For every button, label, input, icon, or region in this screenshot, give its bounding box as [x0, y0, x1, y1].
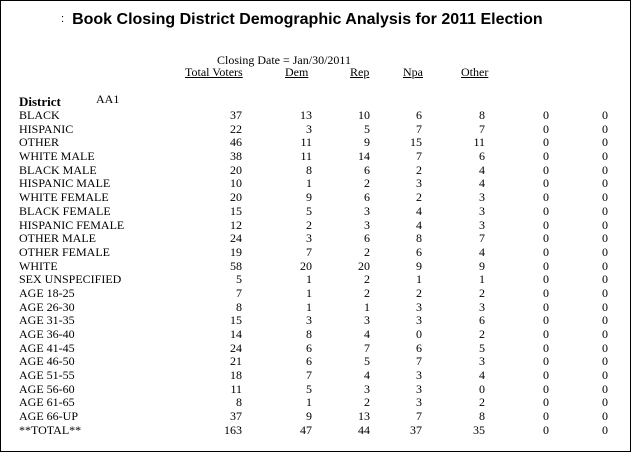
row-label: OTHER FEMALE [19, 244, 110, 259]
cell-dem: 2 [306, 217, 312, 232]
row-label: WHITE FEMALE [19, 190, 109, 205]
table-row [1, 219, 630, 233]
table-row [1, 123, 630, 137]
table-row [1, 191, 630, 205]
cell-other: 11 [473, 135, 485, 150]
cell-total-voters: 18 [230, 368, 242, 383]
cell-dem: 1 [306, 176, 312, 191]
report-title: Book Closing District Demographic Analysis for 2011 Election [72, 11, 543, 28]
cell-extra-2: 0 [602, 381, 608, 396]
table-row [1, 109, 630, 123]
table-row [1, 177, 630, 191]
cell-dem: 8 [306, 162, 312, 177]
cell-rep: 2 [364, 285, 370, 300]
cell-npa: 15 [410, 135, 422, 150]
cell-other: 8 [479, 409, 485, 424]
cell-total-voters: 24 [230, 340, 242, 355]
table-row [1, 260, 630, 274]
row-label: AGE 46-50 [19, 354, 75, 369]
cell-npa: 3 [416, 176, 422, 191]
cell-dem: 9 [306, 409, 312, 424]
cell-dem: 20 [300, 258, 312, 273]
cell-other: 6 [479, 313, 485, 328]
cell-extra-1: 0 [543, 381, 549, 396]
cell-extra-2: 0 [602, 162, 608, 177]
row-label: HISPANIC FEMALE [19, 217, 125, 232]
cell-other: 3 [479, 190, 485, 205]
cell-npa: 37 [410, 422, 422, 437]
cell-other: 6 [479, 149, 485, 164]
cell-rep: 7 [364, 340, 370, 355]
cell-npa: 4 [416, 217, 422, 232]
cell-total-voters: 22 [230, 121, 242, 136]
cell-extra-1: 0 [543, 327, 549, 341]
cell-total-voters: 38 [230, 149, 242, 164]
cell-extra-1: 0 [543, 422, 549, 437]
cell-npa: 2 [416, 162, 422, 177]
cell-rep: 6 [364, 162, 370, 177]
cell-other: 3 [479, 217, 485, 232]
cell-rep: 13 [358, 409, 370, 424]
cell-extra-2: 0 [602, 327, 608, 341]
cell-extra-1: 0 [543, 244, 549, 259]
row-label: OTHER [19, 135, 59, 150]
cell-npa: 2 [416, 190, 422, 205]
cell-extra-1: 0 [543, 258, 549, 273]
cell-npa: 6 [416, 244, 422, 259]
cell-total-voters: 46 [230, 135, 242, 150]
cell-other: 2 [479, 327, 485, 341]
cell-extra-2: 0 [602, 244, 608, 259]
cell-other: 0 [479, 381, 485, 396]
cell-npa: 7 [416, 149, 422, 164]
table-row [1, 301, 630, 315]
cell-dem: 47 [300, 422, 312, 437]
cell-other: 8 [479, 108, 485, 122]
cell-dem: 13 [300, 108, 312, 122]
cell-dem: 9 [306, 190, 312, 205]
cell-other: 7 [479, 121, 485, 136]
cell-dem: 11 [300, 135, 312, 150]
cell-extra-1: 0 [543, 203, 549, 218]
cell-extra-2: 0 [602, 422, 608, 437]
cell-extra-1: 0 [543, 313, 549, 328]
table-row [1, 355, 630, 369]
cell-other: 35 [473, 422, 485, 437]
table-row [1, 287, 630, 301]
table-row [1, 136, 630, 150]
cell-extra-2: 0 [602, 176, 608, 191]
cell-extra-2: 0 [602, 190, 608, 205]
cell-extra-2: 0 [602, 108, 608, 122]
cell-other: 4 [479, 162, 485, 177]
row-label: AGE 26-30 [19, 299, 75, 314]
cell-npa: 3 [416, 381, 422, 396]
cell-total-voters: 58 [230, 258, 242, 273]
cell-total-voters: 19 [230, 244, 242, 259]
cell-other: 2 [479, 285, 485, 300]
cell-npa: 6 [416, 340, 422, 355]
cell-rep: 2 [364, 395, 370, 410]
cell-dem: 3 [306, 313, 312, 328]
cell-total-voters: 15 [230, 313, 242, 328]
cell-extra-1: 0 [543, 108, 549, 122]
cell-other: 3 [479, 299, 485, 314]
cell-dem: 7 [306, 368, 312, 383]
cell-extra-2: 0 [602, 409, 608, 424]
cell-npa: 7 [416, 121, 422, 136]
cell-extra-2: 0 [602, 217, 608, 232]
cell-other: 2 [479, 395, 485, 410]
header-rep: Rep [350, 65, 370, 79]
cell-dem: 3 [306, 231, 312, 246]
table-row [1, 328, 630, 342]
district-label: District [19, 94, 61, 109]
cell-dem: 7 [306, 244, 312, 259]
cell-dem: 5 [306, 203, 312, 218]
cell-extra-1: 0 [543, 299, 549, 314]
cell-other: 4 [479, 368, 485, 383]
row-label: HISPANIC MALE [19, 176, 111, 191]
cell-rep: 6 [364, 231, 370, 246]
cell-dem: 5 [306, 381, 312, 396]
table-row [1, 424, 630, 438]
cell-rep: 5 [364, 121, 370, 136]
cell-npa: 8 [416, 231, 422, 246]
cell-npa: 3 [416, 368, 422, 383]
cell-extra-1: 0 [543, 149, 549, 164]
cell-npa: 7 [416, 354, 422, 369]
cell-other: 1 [479, 272, 485, 287]
cell-total-voters: 8 [236, 395, 242, 410]
cell-extra-2: 0 [602, 149, 608, 164]
cell-extra-1: 0 [543, 176, 549, 191]
cell-total-voters: 20 [230, 190, 242, 205]
row-label: SEX UNSPECIFIED [19, 272, 122, 287]
cell-extra-2: 0 [602, 231, 608, 246]
cell-npa: 3 [416, 299, 422, 314]
cell-extra-2: 0 [602, 285, 608, 300]
cell-extra-2: 0 [602, 272, 608, 287]
cell-extra-2: 0 [602, 299, 608, 314]
cell-extra-1: 0 [543, 217, 549, 232]
row-label: **TOTAL** [19, 422, 82, 437]
cell-extra-2: 0 [602, 354, 608, 369]
cell-dem: 1 [306, 395, 312, 410]
cell-rep: 2 [364, 272, 370, 287]
row-label: AGE 56-60 [19, 381, 75, 396]
cell-rep: 4 [364, 327, 370, 341]
cell-extra-1: 0 [543, 135, 549, 150]
demographic-table [1, 109, 630, 438]
table-row [1, 273, 630, 287]
row-label: WHITE MALE [19, 149, 95, 164]
cell-extra-2: 0 [602, 203, 608, 218]
table-row [1, 342, 630, 356]
table-row [1, 383, 630, 397]
header-other: Other [461, 65, 489, 79]
cell-extra-1: 0 [543, 272, 549, 287]
cell-total-voters: 7 [236, 285, 242, 300]
row-label: AGE 18-25 [19, 285, 75, 300]
cell-other: 3 [479, 354, 485, 369]
cell-rep: 3 [364, 381, 370, 396]
table-row [1, 369, 630, 383]
header-npa: Npa [403, 65, 423, 79]
cell-extra-2: 0 [602, 340, 608, 355]
cell-other: 9 [479, 258, 485, 273]
row-label: AGE 41-45 [19, 340, 75, 355]
cell-npa: 2 [416, 285, 422, 300]
cell-npa: 4 [416, 203, 422, 218]
cell-npa: 9 [416, 258, 422, 273]
title-mark: : [61, 13, 65, 25]
cell-other: 7 [479, 231, 485, 246]
table-row [1, 164, 630, 178]
cell-extra-1: 0 [543, 190, 549, 205]
cell-dem: 1 [306, 285, 312, 300]
row-label: AGE 31-35 [19, 313, 75, 328]
cell-dem: 8 [306, 327, 312, 341]
row-label: AGE 61-65 [19, 395, 75, 410]
table-row [1, 396, 630, 410]
cell-rep: 14 [358, 149, 370, 164]
cell-npa: 0 [416, 327, 422, 341]
cell-rep: 20 [358, 258, 370, 273]
cell-total-voters: 8 [236, 299, 242, 314]
cell-rep: 3 [364, 203, 370, 218]
cell-extra-2: 0 [602, 121, 608, 136]
cell-dem: 6 [306, 354, 312, 369]
cell-total-voters: 11 [230, 381, 242, 396]
cell-extra-1: 0 [543, 368, 549, 383]
cell-total-voters: 37 [230, 108, 242, 122]
cell-extra-1: 0 [543, 231, 549, 246]
row-label: OTHER MALE [19, 231, 96, 246]
cell-extra-1: 0 [543, 409, 549, 424]
row-label: AGE 51-55 [19, 368, 75, 383]
row-label: AGE 66-UP [19, 409, 78, 424]
cell-rep: 2 [364, 244, 370, 259]
cell-other: 3 [479, 203, 485, 218]
header-dem: Dem [285, 65, 309, 79]
cell-total-voters: 10 [230, 176, 242, 191]
cell-total-voters: 14 [230, 327, 242, 341]
cell-extra-2: 0 [602, 135, 608, 150]
cell-rep: 1 [364, 299, 370, 314]
cell-rep: 6 [364, 190, 370, 205]
table-row [1, 246, 630, 260]
cell-npa: 3 [416, 395, 422, 410]
cell-rep: 4 [364, 368, 370, 383]
cell-extra-1: 0 [543, 395, 549, 410]
cell-total-voters: 5 [236, 272, 242, 287]
cell-extra-1: 0 [543, 121, 549, 136]
table-row [1, 410, 630, 424]
cell-npa: 6 [416, 108, 422, 122]
cell-extra-1: 0 [543, 340, 549, 355]
cell-dem: 11 [300, 149, 312, 164]
cell-rep: 3 [364, 217, 370, 232]
cell-dem: 3 [306, 121, 312, 136]
cell-rep: 3 [364, 313, 370, 328]
cell-rep: 5 [364, 354, 370, 369]
cell-npa: 7 [416, 409, 422, 424]
cell-extra-2: 0 [602, 395, 608, 410]
cell-total-voters: 37 [230, 409, 242, 424]
row-label: BLACK MALE [19, 162, 97, 177]
row-label: BLACK FEMALE [19, 203, 111, 218]
cell-dem: 6 [306, 340, 312, 355]
cell-npa: 1 [416, 272, 422, 287]
cell-npa: 3 [416, 313, 422, 328]
cell-rep: 10 [358, 108, 370, 122]
table-row [1, 314, 630, 328]
cell-total-voters: 21 [230, 354, 242, 369]
table-row [1, 232, 630, 246]
cell-rep: 2 [364, 176, 370, 191]
cell-extra-1: 0 [543, 285, 549, 300]
report-title-row [61, 11, 543, 29]
cell-extra-2: 0 [602, 258, 608, 273]
row-label: BLACK [19, 108, 60, 122]
row-label: WHITE [19, 258, 58, 273]
cell-total-voters: 24 [230, 231, 242, 246]
header-total-voters: Total Voters [185, 65, 243, 79]
district-value: AA1 [96, 92, 120, 106]
cell-extra-2: 0 [602, 313, 608, 328]
cell-total-voters: 12 [230, 217, 242, 232]
cell-total-voters: 20 [230, 162, 242, 177]
cell-dem: 1 [306, 272, 312, 287]
row-label: AGE 36-40 [19, 327, 75, 341]
cell-other: 4 [479, 244, 485, 259]
cell-extra-2: 0 [602, 368, 608, 383]
table-row [1, 150, 630, 164]
cell-extra-1: 0 [543, 354, 549, 369]
cell-rep: 9 [364, 135, 370, 150]
cell-dem: 1 [306, 299, 312, 314]
cell-rep: 44 [358, 422, 370, 437]
row-label: HISPANIC [19, 121, 74, 136]
closing-date: Closing Date = Jan/30/2011 [217, 53, 351, 67]
cell-other: 4 [479, 176, 485, 191]
cell-other: 5 [479, 340, 485, 355]
cell-extra-1: 0 [543, 162, 549, 177]
cell-total-voters: 163 [224, 422, 242, 437]
table-row [1, 205, 630, 219]
cell-total-voters: 15 [230, 203, 242, 218]
